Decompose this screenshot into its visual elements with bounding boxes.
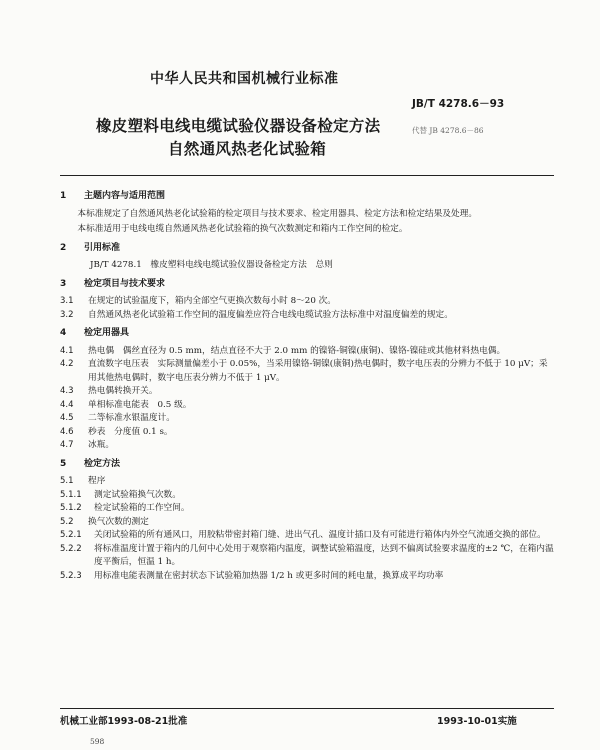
sub-clause: 5.2.2 将标准温度计置于箱内的几何中心处用于观察箱内温度，调整试验箱温度，达到不偏离试验要求温度的±2 ℃，在箱内温度平衡后，恒温 1 h。	[60, 543, 554, 567]
section-heading: 3 检定项目与技术要求	[60, 278, 166, 289]
section-heading: 1 主题内容与适用范围	[60, 191, 166, 201]
page-number: 598	[90, 737, 105, 746]
section-heading: 5 检定方法	[60, 458, 121, 469]
referenced-standard: JB/T 4278.1 橡皮塑料电线电缆试验仪器设备检定方法 总则	[90, 260, 333, 270]
effective-date: 1993-10-01实施	[437, 716, 517, 727]
clause: 3.1 在规定的试验温度下，箱内全部空气更换次数每小时 8～20 次。	[60, 296, 336, 306]
standard-code: JB/T 4278.6－93	[412, 98, 505, 110]
paragraph: 本标准适用于电线电缆自然通风热老化试验箱的换气次数测定和箱内工作空间的检定。	[77, 224, 408, 234]
document-title: 橡皮塑料电线电缆试验仪器设备检定方法	[96, 116, 381, 135]
clause: 4.6 秒表 分度值 0.1 s。	[60, 426, 173, 437]
clause: 4.5 二等标准水银温度计。	[60, 413, 175, 423]
clause: 4.7 冰瓶。	[60, 440, 115, 450]
clause: 5.2 换气次数的测定	[60, 516, 149, 527]
clause: 5.1 程序	[60, 476, 106, 486]
issuing-authority: 中华人民共和国机械行业标准	[150, 71, 339, 87]
section-heading: 4 检定用器具	[60, 328, 130, 338]
sub-clause: 5.1.1 测定试验箱换气次数。	[60, 489, 181, 500]
clause: 4.1 热电偶 偶丝直径为 0.5 mm，结点直径不大于 2.0 mm 的镍铬-铜镍(康铜)、镍铬-镍硅或其他材料热电偶。	[60, 345, 506, 356]
paragraph: 本标准规定了自然通风热老化试验箱的检定项目与技术要求、检定用器具、检定方法和检定结果及处理。	[77, 208, 478, 219]
clause: 4.4 单相标准电能表 0.5 级。	[60, 399, 192, 410]
approval-date: 机械工业部1993-08-21批准	[60, 716, 188, 727]
header-divider	[60, 175, 554, 176]
clause: 4.2 直流数字电压表 实际测量偏差小于 0.05%，当采用镍铬-铜镍(康铜)热电偶时，数字电压表的分辨力不低于 10 μV；采用其他热电偶时，数字电压表分辨力不低于 1 μV。	[60, 359, 548, 383]
sub-clause: 5.2.3 用标准电能表测量在密封状态下试验箱加热器 1/2 h 或更多时间的耗电量，换算成平均功率	[60, 570, 444, 581]
replaces-standard: 代替 JB 4278.6－86	[412, 126, 484, 135]
document-subtitle: 自然通风热老化试验箱	[168, 139, 327, 158]
clause: 4.3 热电偶转换开关。	[60, 386, 158, 396]
clause: 3.2 自然通风热老化试验箱工作空间的温度偏差应符合电线电缆试验方法标准中对温度偏差的规定。	[60, 309, 453, 320]
sub-clause: 5.1.2 检定试验箱的工作空间。	[60, 503, 190, 513]
section-heading: 2 引用标准	[60, 242, 121, 253]
document-body	[60, 190, 554, 583]
footer-divider	[60, 708, 554, 709]
sub-clause: 5.2.1 关闭试验箱的所有通风口，用胶粘带密封箱门缝、进出气孔、温度计插口及有可能进行箱体内外空气流通交换的部位。	[60, 530, 546, 540]
